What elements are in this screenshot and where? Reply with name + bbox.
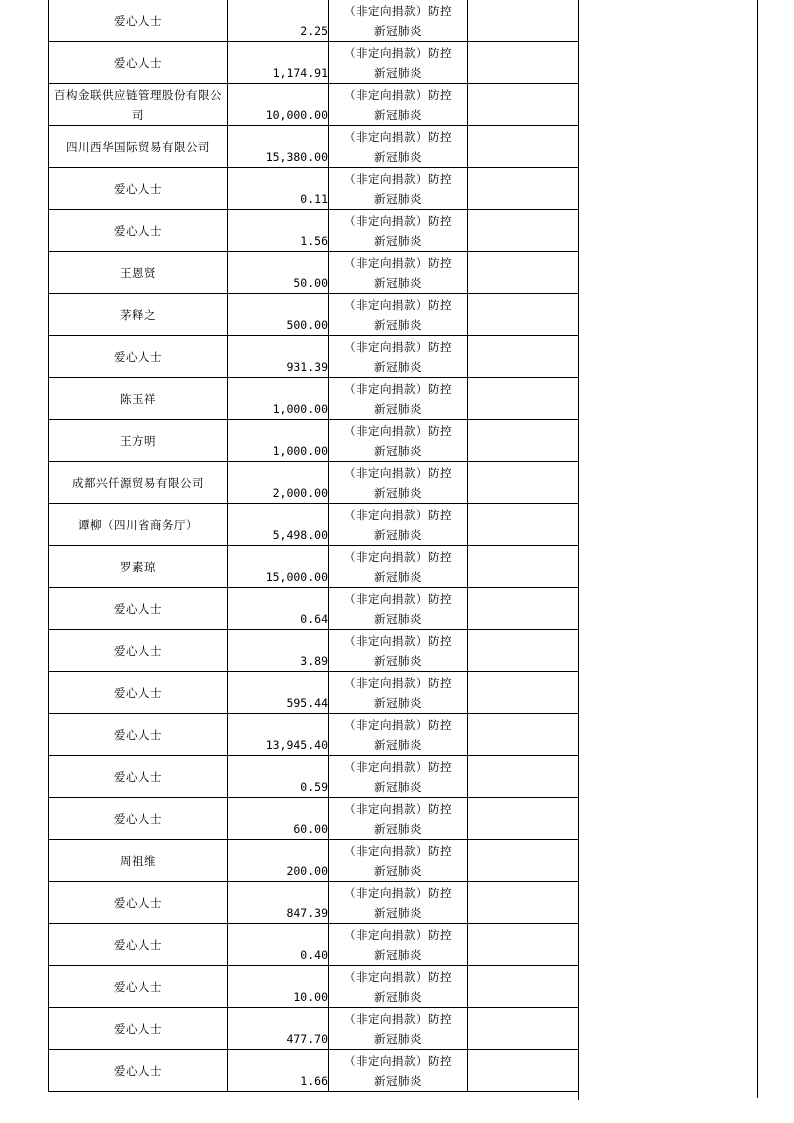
table-row — [49, 84, 579, 126]
donor-name-cell: 爱心人士 — [49, 168, 228, 210]
donation-purpose-cell — [329, 1050, 468, 1092]
donation-amount-cell: 931.39 — [228, 336, 329, 378]
donor-name-cell: 陈玉祥 — [49, 378, 228, 420]
donor-name-cell: 爱心人士 — [49, 714, 228, 756]
purpose-line-2: 新冠肺炎 — [374, 107, 422, 122]
donation-table-body — [49, 0, 579, 1092]
donation-amount-cell: 1,174.91 — [228, 42, 329, 84]
purpose-line-2: 新冠肺炎 — [374, 401, 422, 416]
purpose-line-1: （非定向捐款）防控 — [344, 171, 452, 186]
donation-purpose-cell — [329, 168, 468, 210]
remark-cell — [468, 1008, 579, 1050]
donation-amount-cell: 0.40 — [228, 924, 329, 966]
remark-cell — [468, 714, 579, 756]
donor-name-cell: 爱心人士 — [49, 672, 228, 714]
purpose-line-2: 新冠肺炎 — [374, 905, 422, 920]
remark-cell — [468, 1050, 579, 1092]
donation-amount-cell: 60.00 — [228, 798, 329, 840]
donation-purpose-cell — [329, 420, 468, 462]
purpose-line-2: 新冠肺炎 — [374, 569, 422, 584]
donation-amount-cell: 477.70 — [228, 1008, 329, 1050]
donation-amount-cell: 2,000.00 — [228, 462, 329, 504]
donor-name-cell: 爱心人士 — [49, 588, 228, 630]
donor-name-cell: 爱心人士 — [49, 882, 228, 924]
donation-amount-cell: 0.11 — [228, 168, 329, 210]
remark-cell — [468, 798, 579, 840]
purpose-line-1: （非定向捐款）防控 — [344, 381, 452, 396]
donation-purpose-cell — [329, 378, 468, 420]
donation-purpose-cell — [329, 882, 468, 924]
remark-cell — [468, 294, 579, 336]
remark-cell — [468, 504, 579, 546]
purpose-line-1: （非定向捐款）防控 — [344, 213, 452, 228]
remark-cell — [468, 966, 579, 1008]
remark-cell — [468, 546, 579, 588]
purpose-line-2: 新冠肺炎 — [374, 737, 422, 752]
table-row — [49, 294, 579, 336]
donation-amount-cell: 1.56 — [228, 210, 329, 252]
purpose-line-1: （非定向捐款）防控 — [344, 465, 452, 480]
remark-cell — [468, 84, 579, 126]
donation-amount-cell: 500.00 — [228, 294, 329, 336]
donor-name-cell: 爱心人士 — [49, 1050, 228, 1092]
remark-cell — [468, 630, 579, 672]
donor-name-cell: 爱心人士 — [49, 0, 228, 42]
donation-purpose-cell — [329, 798, 468, 840]
right-border-line-lower — [578, 802, 579, 1100]
donation-purpose-cell — [329, 630, 468, 672]
remark-cell — [468, 420, 579, 462]
donor-name-cell: 周祖维 — [49, 840, 228, 882]
donation-purpose-cell — [329, 294, 468, 336]
donor-name-cell: 谭柳（四川省商务厅） — [49, 504, 228, 546]
purpose-line-2: 新冠肺炎 — [374, 1073, 422, 1088]
donor-name-cell: 王方明 — [49, 420, 228, 462]
donation-purpose-cell — [329, 462, 468, 504]
donation-purpose-cell — [329, 1008, 468, 1050]
donor-name-cell: 王恩贤 — [49, 252, 228, 294]
donation-purpose-cell — [329, 504, 468, 546]
donation-purpose-cell — [329, 336, 468, 378]
table-row — [49, 126, 579, 168]
donation-amount-cell: 1.66 — [228, 1050, 329, 1092]
purpose-line-2: 新冠肺炎 — [374, 947, 422, 962]
donation-purpose-cell — [329, 546, 468, 588]
purpose-line-1: （非定向捐款）防控 — [344, 297, 452, 312]
purpose-line-2: 新冠肺炎 — [374, 611, 422, 626]
table-row — [49, 588, 579, 630]
remark-cell — [468, 168, 579, 210]
donor-name-cell: 四川西华国际贸易有限公司 — [49, 126, 228, 168]
donor-name-cell: 爱心人士 — [49, 42, 228, 84]
remark-cell — [468, 378, 579, 420]
donation-table — [48, 0, 579, 1092]
remark-cell — [468, 210, 579, 252]
table-row — [49, 1050, 579, 1092]
donor-name-cell: 罗素琼 — [49, 546, 228, 588]
donation-amount-cell: 50.00 — [228, 252, 329, 294]
purpose-line-2: 新冠肺炎 — [374, 989, 422, 1004]
remark-cell — [468, 126, 579, 168]
table-row — [49, 672, 579, 714]
purpose-line-1: （非定向捐款）防控 — [344, 759, 452, 774]
donation-amount-cell: 1,000.00 — [228, 378, 329, 420]
donation-amount-cell: 847.39 — [228, 882, 329, 924]
donation-purpose-cell — [329, 756, 468, 798]
purpose-line-2: 新冠肺炎 — [374, 695, 422, 710]
purpose-line-2: 新冠肺炎 — [374, 317, 422, 332]
table-row — [49, 798, 579, 840]
purpose-line-2: 新冠肺炎 — [374, 485, 422, 500]
donation-amount-cell: 10,000.00 — [228, 84, 329, 126]
purpose-line-1: （非定向捐款）防控 — [344, 633, 452, 648]
table-row — [49, 420, 579, 462]
right-border-line-upper — [578, 0, 579, 210]
purpose-line-2: 新冠肺炎 — [374, 149, 422, 164]
donation-purpose-cell — [329, 714, 468, 756]
donation-purpose-cell — [329, 0, 468, 42]
purpose-line-1: （非定向捐款）防控 — [344, 801, 452, 816]
page-edge-line — [757, 0, 758, 1098]
donor-name-cell: 爱心人士 — [49, 210, 228, 252]
table-row — [49, 882, 579, 924]
purpose-line-1: （非定向捐款）防控 — [344, 675, 452, 690]
donation-amount-cell: 13,945.40 — [228, 714, 329, 756]
purpose-line-2: 新冠肺炎 — [374, 527, 422, 542]
purpose-line-2: 新冠肺炎 — [374, 863, 422, 878]
remark-cell — [468, 252, 579, 294]
donation-amount-cell: 0.64 — [228, 588, 329, 630]
donor-name-cell: 爱心人士 — [49, 924, 228, 966]
donation-amount-cell: 2.25 — [228, 0, 329, 42]
table-row — [49, 0, 579, 42]
donation-amount-cell: 3.89 — [228, 630, 329, 672]
remark-cell — [468, 840, 579, 882]
purpose-line-1: （非定向捐款）防控 — [344, 45, 452, 60]
donation-amount-cell: 15,380.00 — [228, 126, 329, 168]
remark-cell — [468, 462, 579, 504]
remark-cell — [468, 0, 579, 42]
donor-name-cell: 爱心人士 — [49, 1008, 228, 1050]
table-row — [49, 210, 579, 252]
donor-name-cell: 爱心人士 — [49, 798, 228, 840]
donation-purpose-cell — [329, 252, 468, 294]
purpose-line-1: （非定向捐款）防控 — [344, 507, 452, 522]
donation-purpose-cell — [329, 210, 468, 252]
table-row — [49, 252, 579, 294]
purpose-line-2: 新冠肺炎 — [374, 275, 422, 290]
table-row — [49, 462, 579, 504]
donor-name-cell: 茅释之 — [49, 294, 228, 336]
purpose-line-2: 新冠肺炎 — [374, 191, 422, 206]
table-row — [49, 630, 579, 672]
purpose-line-1: （非定向捐款）防控 — [344, 591, 452, 606]
donation-amount-cell: 10.00 — [228, 966, 329, 1008]
remark-cell — [468, 672, 579, 714]
purpose-line-1: （非定向捐款）防控 — [344, 1011, 452, 1026]
purpose-line-1: （非定向捐款）防控 — [344, 339, 452, 354]
purpose-line-2: 新冠肺炎 — [374, 65, 422, 80]
donor-name-cell: 爱心人士 — [49, 630, 228, 672]
donation-purpose-cell — [329, 588, 468, 630]
purpose-line-2: 新冠肺炎 — [374, 779, 422, 794]
purpose-line-2: 新冠肺炎 — [374, 1031, 422, 1046]
remark-cell — [468, 882, 579, 924]
table-row — [49, 924, 579, 966]
table-row — [49, 756, 579, 798]
table-row — [49, 336, 579, 378]
purpose-line-1: （非定向捐款）防控 — [344, 129, 452, 144]
donation-amount-cell: 5,498.00 — [228, 504, 329, 546]
donation-amount-cell: 15,000.00 — [228, 546, 329, 588]
purpose-line-2: 新冠肺炎 — [374, 653, 422, 668]
purpose-line-1: （非定向捐款）防控 — [344, 927, 452, 942]
purpose-line-1: （非定向捐款）防控 — [344, 87, 452, 102]
purpose-line-2: 新冠肺炎 — [374, 821, 422, 836]
donation-purpose-cell — [329, 966, 468, 1008]
remark-cell — [468, 42, 579, 84]
purpose-line-1: （非定向捐款）防控 — [344, 255, 452, 270]
table-row — [49, 42, 579, 84]
donation-purpose-cell — [329, 42, 468, 84]
table-row — [49, 168, 579, 210]
donation-amount-cell: 595.44 — [228, 672, 329, 714]
remark-cell — [468, 756, 579, 798]
donation-amount-cell: 1,000.00 — [228, 420, 329, 462]
donor-name-cell: 成都兴仟源贸易有限公司 — [49, 462, 228, 504]
purpose-line-1: （非定向捐款）防控 — [344, 969, 452, 984]
purpose-line-2: 新冠肺炎 — [374, 233, 422, 248]
purpose-line-2: 新冠肺炎 — [374, 359, 422, 374]
donation-purpose-cell — [329, 840, 468, 882]
table-row — [49, 840, 579, 882]
purpose-line-1: （非定向捐款）防控 — [344, 885, 452, 900]
purpose-line-1: （非定向捐款）防控 — [344, 1053, 452, 1068]
remark-cell — [468, 588, 579, 630]
donation-purpose-cell — [329, 924, 468, 966]
donation-amount-cell: 200.00 — [228, 840, 329, 882]
donation-purpose-cell — [329, 84, 468, 126]
remark-cell — [468, 336, 579, 378]
table-row — [49, 714, 579, 756]
purpose-line-1: （非定向捐款）防控 — [344, 843, 452, 858]
donation-amount-cell: 0.59 — [228, 756, 329, 798]
purpose-line-1: （非定向捐款）防控 — [344, 549, 452, 564]
donor-name-cell: 爱心人士 — [49, 756, 228, 798]
purpose-line-2: 新冠肺炎 — [374, 23, 422, 38]
table-row — [49, 504, 579, 546]
remark-cell — [468, 924, 579, 966]
donation-purpose-cell — [329, 126, 468, 168]
purpose-line-2: 新冠肺炎 — [374, 443, 422, 458]
donor-name-cell: 爱心人士 — [49, 966, 228, 1008]
purpose-line-1: （非定向捐款）防控 — [344, 3, 452, 18]
purpose-line-1: （非定向捐款）防控 — [344, 423, 452, 438]
donor-name-cell: 百构金联供应链管理股份有限公司 — [49, 84, 228, 126]
table-row — [49, 378, 579, 420]
donation-purpose-cell — [329, 672, 468, 714]
table-row — [49, 966, 579, 1008]
table-row — [49, 546, 579, 588]
donor-name-cell: 爱心人士 — [49, 336, 228, 378]
purpose-line-1: （非定向捐款）防控 — [344, 717, 452, 732]
table-row — [49, 1008, 579, 1050]
